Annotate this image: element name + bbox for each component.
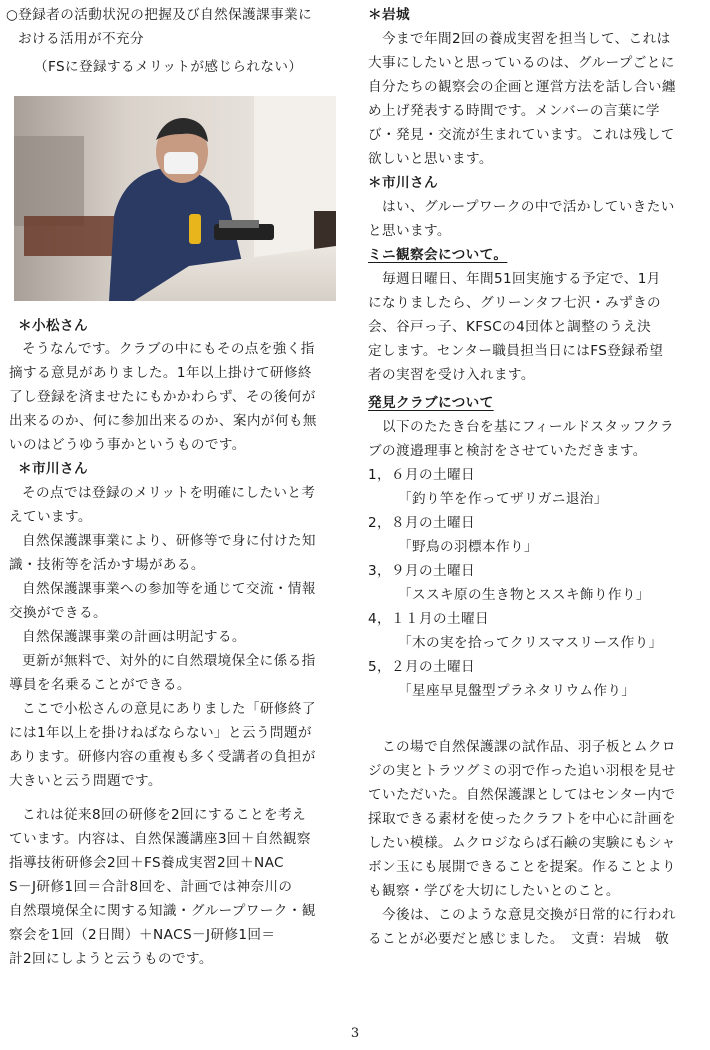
text-line: ここで小松さんの意見にありました「研修終了: [22, 701, 316, 717]
text-line: S－J研修1回＝合計8回を、計画では神奈川の: [9, 879, 293, 895]
text-line: 自然保護課事業の計画は明記する。: [22, 629, 246, 645]
text-line: ボン玉にも展開できることを提案。作ることより: [368, 859, 676, 875]
text-line: 自然環境保全に関する知識・グループワーク・観: [9, 903, 316, 919]
text-line: 今まで年間2回の養成実習を担当して、これは: [382, 31, 671, 47]
text-line: 採取できる素材を使ったクラフトを中心に計画を: [368, 811, 676, 827]
text-line: 欲しいと思います。: [368, 151, 493, 167]
text-line: 識・技術等を活かす場がある。: [9, 557, 205, 573]
text-line: あります。研修内容の重複も多く受講者の負担が: [9, 749, 316, 765]
meeting-photo-image: [14, 96, 336, 301]
schedule-date: 5，２月の土曜日: [368, 659, 476, 675]
speaker-heading-ichikawa: ＊市川さん: [18, 461, 88, 477]
section-heading-mini-observation: ミニ観察会について。: [368, 247, 508, 263]
text-line: 今後は、このような意見交換が日常的に行われ: [382, 907, 676, 923]
text-line: この場で自然保護課の試作品、羽子板とムクロ: [382, 739, 676, 755]
text-line: になりましたら、グリーンタフ七沢・みずきの: [368, 295, 662, 311]
text-line: め上げ発表する時間です。メンバーの言葉に学: [368, 103, 660, 119]
text-line: 更新が無料で、対外的に自然環境保全に係る指: [22, 653, 316, 669]
schedule-title: 「木の実を拾ってクリスマスリース作り」: [398, 635, 663, 651]
text-line: はい、グループワークの中で活かしていきたい: [382, 199, 675, 215]
text-line: 自然保護課事業への参加等を通じて交流・情報: [22, 581, 316, 597]
schedule-date: 2，８月の土曜日: [368, 515, 476, 531]
text-line: えています。: [9, 509, 92, 525]
text-line: 導員を名乗ることができる。: [9, 677, 191, 693]
section-heading-discovery-club: 発見クラブについて: [368, 395, 494, 411]
schedule-title: 「星座早見盤型プラネタリウム作り」: [398, 683, 636, 699]
text-line: その点では登録のメリットを明確にしたいと考: [22, 485, 316, 501]
schedule-date: 4，１１月の土曜日: [368, 611, 489, 627]
schedule-title: 「ススキ原の生き物とススキ飾り作り」: [398, 587, 650, 603]
text-line: 以下のたたき台を基にフィールドスタッフクラ: [382, 419, 674, 435]
text-line: これは従来8回の研修を2回にすることを考え: [22, 807, 306, 823]
schedule-title: 「野鳥の羽標本作り」: [398, 539, 538, 555]
schedule-date: 3，９月の土曜日: [368, 563, 476, 579]
speaker-heading-ichikawa: ＊市川さん: [368, 175, 438, 191]
text-line: と思います。: [368, 223, 451, 239]
text-line: 大事にしたいと思っているのは、グループごとに: [368, 55, 675, 71]
intro-line: （FSに登録するメリットが感じられない）: [34, 59, 303, 75]
text-line: ています。内容は、自然保護講座3回＋自然観察: [9, 831, 311, 847]
text-line: 交換ができる。: [9, 605, 107, 621]
text-line: 摘する意見がありました。1年以上掛けて研修終: [9, 365, 312, 381]
text-line: も観察・学びを大切にしたいとのこと。: [368, 883, 620, 899]
intro-line: おける活用が不充分: [18, 31, 144, 47]
text-line: 会、谷戸っ子、KFSCの4団体と調整のうえ決: [368, 319, 652, 335]
schedule-date: 1，６月の土曜日: [368, 467, 476, 483]
text-line: には1年以上を掛けねばならない」と云う問題が: [9, 725, 312, 741]
text-line-signature: ることが必要だと感じました。 文責：岩城 敬: [368, 931, 670, 947]
text-line: 出来るのか、何に参加出来るのか、案内が何も無: [9, 413, 317, 429]
text-line: 自分たちの観察会の企画と運営方法を話し合い纏: [368, 79, 676, 95]
text-line: ジの実とトラツグミの羽で作った追い羽根を見せ: [368, 763, 676, 779]
text-line: 計2回にしようと云うものです。: [9, 951, 213, 967]
meeting-photo: [14, 96, 336, 301]
text-line: ていただいた。自然保護課としてはセンター内で: [368, 787, 676, 803]
text-line: 大きいと云う問題です。: [9, 773, 162, 789]
text-line: そうなんです。クラブの中にもその点を強く指: [22, 341, 315, 357]
text-line: 指導技術研修会2回＋FS養成実習2回＋NAC: [9, 855, 284, 871]
schedule-title: 「釣り竿を作ってザリガニ退治」: [398, 491, 608, 507]
intro-line: ○登録者の活動状況の把握及び自然保護課事業に: [6, 7, 313, 23]
text-line: 了し登録を済ませたにもかかわらず、その後何が: [9, 389, 316, 405]
text-line: いのはどうゆう事かというものです。: [9, 437, 246, 453]
text-line: 毎週日曜日、年間51回実施する予定で、1月: [382, 271, 661, 287]
text-line: 者の実習を受け入れます。: [368, 367, 535, 383]
page-number: 3: [350, 1026, 360, 1041]
text-line: 定します。センター職員担当日にはFS登録希望: [368, 343, 664, 359]
text-line: 察会を1回（2日間）＋NACS－J研修1回＝: [9, 927, 276, 943]
text-line: ブの渡邉理事と検討をさせていただきます。: [368, 443, 647, 459]
text-line: び・発見・交流が生まれています。これは残して: [368, 127, 675, 143]
text-line: したい模様。ムクロジならば石鹸の実験にもシャ: [368, 835, 676, 851]
speaker-heading-iwaki: ＊岩城: [368, 7, 410, 23]
text-line: 自然保護課事業により、研修等で身に付けた知: [22, 533, 316, 549]
speaker-heading-komatsu: ＊小松さん: [18, 318, 88, 334]
